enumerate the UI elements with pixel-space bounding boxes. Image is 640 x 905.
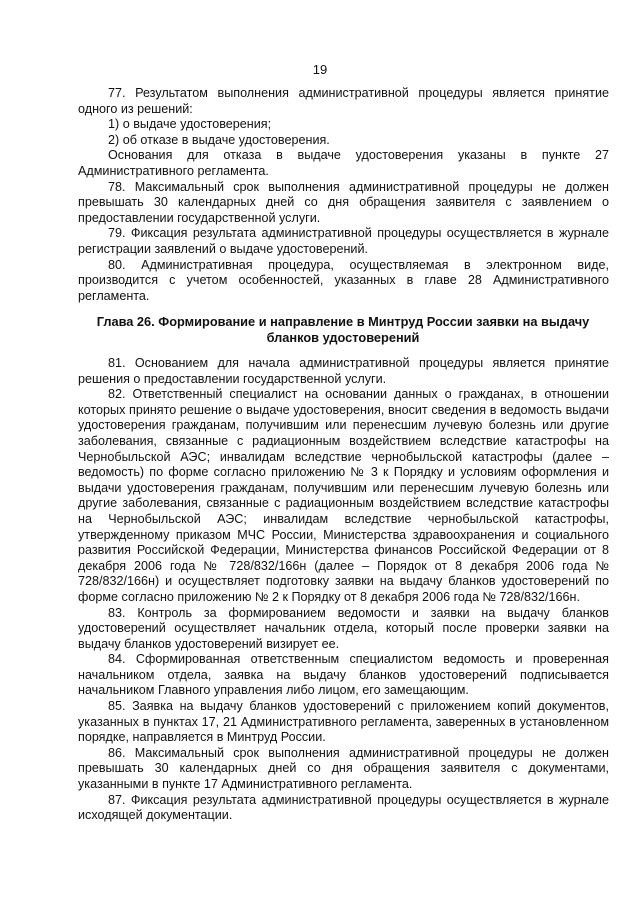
section-block-1 [78, 86, 609, 304]
paragraph-80: 80. Административная процедура, осуществляемая в электронном виде, производится с учетом особенностей, указанных в главе 28 Административного регламента. [78, 257, 609, 303]
paragraph-grounds: Основания для отказа в выдаче удостоверения указаны в пункте 27 Административного регламента. [78, 148, 609, 178]
paragraph-79: 79. Фиксация результата административной процедуры осуществляется в журнале регистрации заявлений о выдаче удостоверений. [78, 226, 609, 256]
paragraph-85: 85. Заявка на выдачу бланков удостоверений с приложением копий документов, указанных в пунктах 17, 21 Административного регламента, заверенных в установленном порядке, направляется в Минтруд России. [78, 699, 609, 745]
section-block-2 [78, 356, 609, 824]
list-item-2: 2) об отказе в выдаче удостоверения. [108, 132, 330, 147]
list-item-1: 1) о выдаче удостоверения; [108, 117, 272, 132]
paragraph-86: 86. Максимальный срок выполнения административной процедуры не должен превышать 30 календарных дней со дня обращения заявителя с документами, указанными в пункте 17 Административного регламента. [78, 745, 609, 792]
paragraph-83: 83. Контроль за формированием ведомости и заявки на выдачу бланков удостоверений осуществляет начальник отдела, который после проверки заявки на выдачу бланков удостоверений визирует ее. [78, 605, 609, 651]
paragraph-77: 77. Результатом выполнения административной процедуры является принятие одного из решений: [78, 86, 609, 116]
paragraph-78: 78. Максимальный срок выполнения административной процедуры не должен превышать 30 календарных дней со дня обращения заявителя с заявлением о предоставлении государственной услуги. [78, 179, 609, 225]
page-number: 19 [312, 62, 328, 77]
paragraph-81: 81. Основанием для начала административной процедуры является принятие решения о предоставлении государственной услуги. [78, 356, 609, 386]
paragraph-82: 82. Ответственный специалист на основании данных о гражданах, в отношении которых принято решение о выдаче удостоверения, вносит сведения в ведомость выдачи удостоверения гражданам, получившим или перенесшим лучевую болезнь или другие заболевания, связанные с радиационным воздействием вследствие катастрофы на Чернобыльской АЭС; инвалидам вследствие чернобыльской катастрофы (далее – ведомость) по форме согласно приложению № 3 к Порядку и условиям оформления и выдачи удостоверения гражданам, получившим или перенесшим лучевую болезнь или другие заболевания, связанные с радиационным воздействием вследствие катастрофы на Чернобыльской АЭС; инвалидам вследствие чернобыльской катастрофы, утвержденному приказом МЧС России, Министерства здравоохранения и социального развития Российской Федерации, Министерства финансов Российской Федерации от 8 декабря 2006 года № 728/832/166н (далее – Порядок от 8 декабря 2006 года № 728/832/166н) и осуществляет подготовку заявки на выдачу бланков удостоверений по форме согласно приложению № 2 к Порядку от 8 декабря 2006 года № 728/832/166н. [78, 387, 609, 604]
chapter-heading-block [88, 314, 598, 346]
paragraph-87: 87. Фиксация результата административной процедуры осуществляется в журнале исходящей документации. [78, 792, 609, 823]
chapter-heading: Глава 26. Формирование и направление в Минтруд России заявки на выдачу бланков удостоверений [96, 314, 590, 345]
paragraph-84: 84. Сформированная ответственным специалистом ведомость и проверенная начальником отдела, заявка на выдачу бланков удостоверений подписывается начальником Главного управления либо лицом, его замещающим. [78, 652, 609, 698]
